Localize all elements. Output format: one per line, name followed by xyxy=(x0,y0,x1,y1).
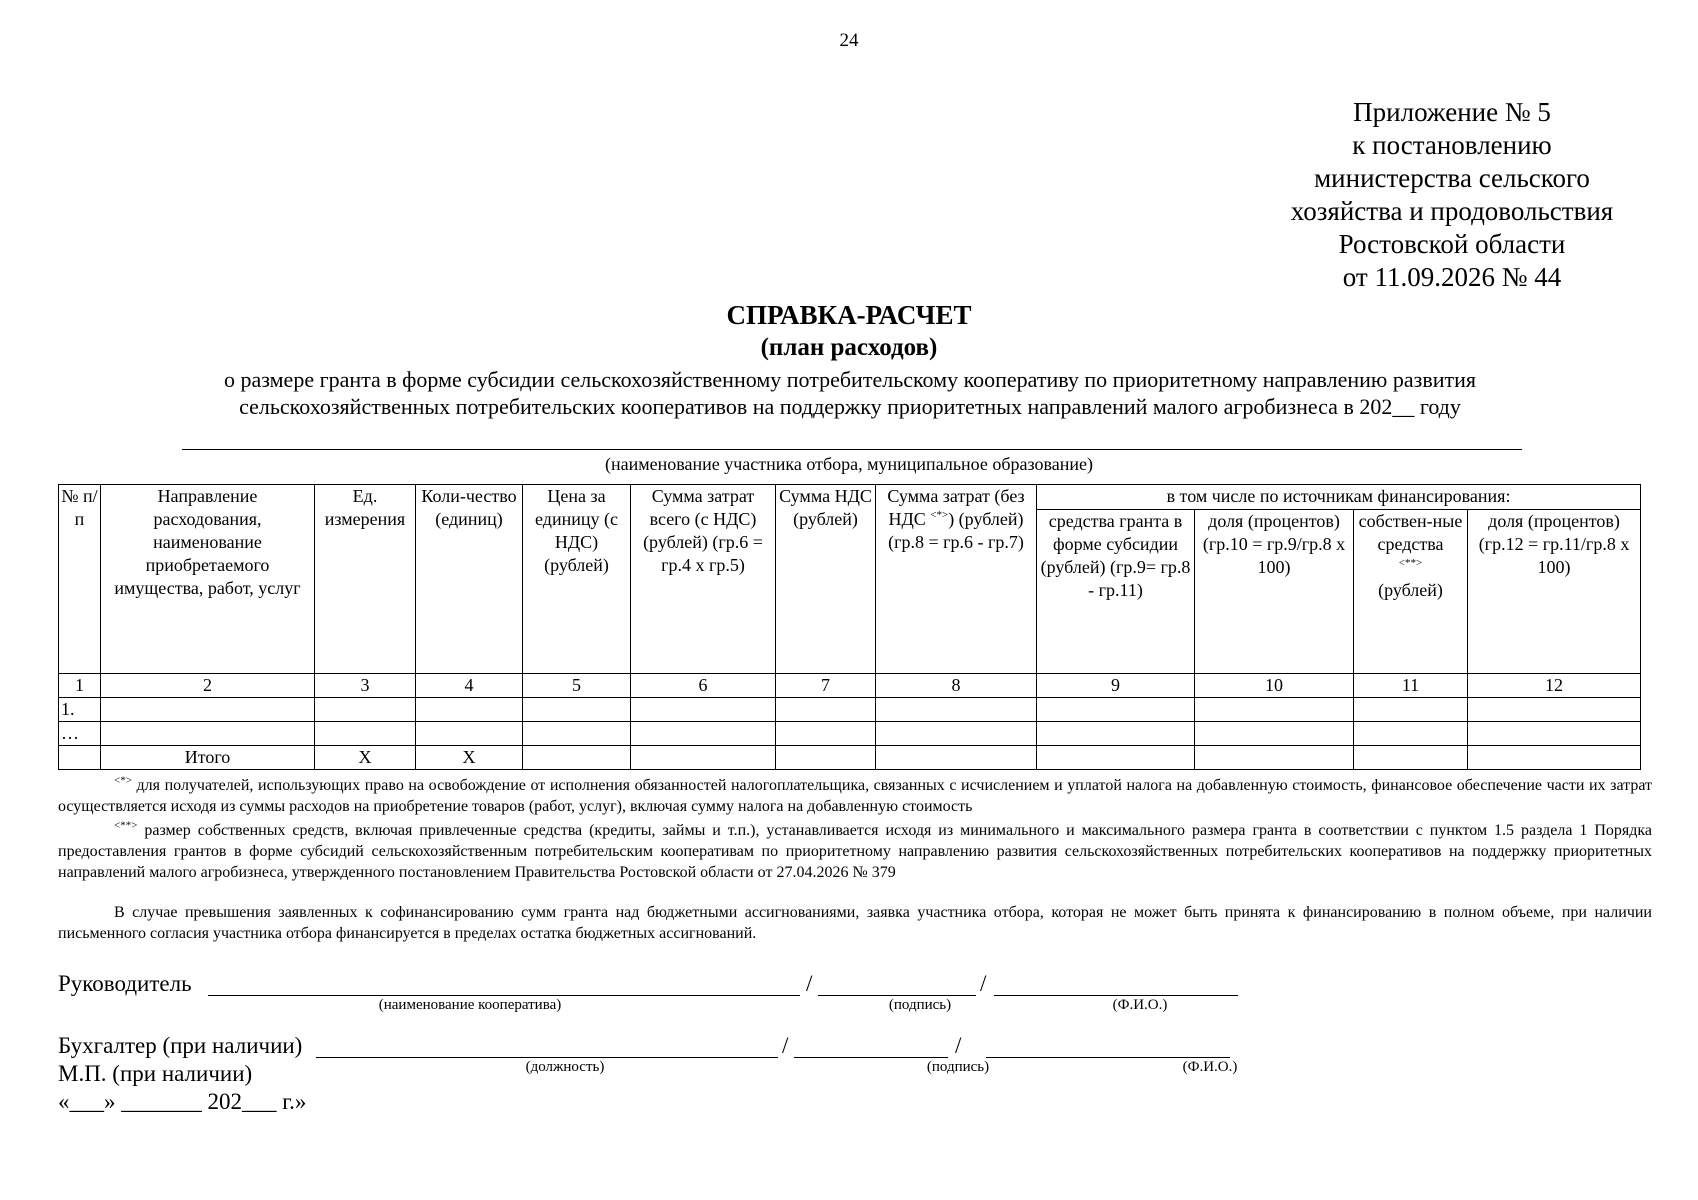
row-index: … xyxy=(59,722,101,746)
appendix-line-1: Приложение № 5 xyxy=(1353,97,1551,127)
header-col-8-footnote-mark: <*> xyxy=(930,509,949,521)
col-number: 12 xyxy=(1468,674,1641,698)
table-cell[interactable] xyxy=(1195,722,1354,746)
table-cell[interactable] xyxy=(523,746,631,770)
header-col-12: доля (процентов) (гр.12 = гр.11/гр.8 x 100) xyxy=(1468,510,1641,674)
separator-slash: / xyxy=(782,1033,789,1058)
caption-position: (должность) xyxy=(525,1059,605,1075)
col-number: 2 xyxy=(101,674,315,698)
footnote-2-text: размер собственных средств, включая привлеченные средства (кредиты, займы и т.п.), устанавливается исходя из минимального и максимального размера гранта в соответствии с пунктом 1.5 раздела 1 Порядка предоставления грантов в форме субсидий сельскохозяйственным потребительским кооперативам по приоритетному направлению развития сельскохозяйственных потребительских кооперативов на поддержку приоритетных направлений малого агробизнеса, утвержденного постановлением Правительства Ростовской области от 27.04.2026 № 379 xyxy=(58,822,1652,881)
document-subtitle: (план расходов) xyxy=(760,334,938,361)
caption-signature: (подпись) xyxy=(888,997,952,1013)
header-col-8-text-b: ) (рублей) (гр.8 = гр.6 - гр.7) xyxy=(888,509,1024,552)
caption-fio: (Ф.И.О.) xyxy=(1112,997,1168,1013)
header-funding-sources: в том числе по источникам финансирования: xyxy=(1037,485,1641,510)
head-label: Руководитель xyxy=(58,971,192,996)
appendix-line-5: Ростовской области xyxy=(1338,229,1566,259)
stamp-label: М.П. (при наличии) xyxy=(58,1061,253,1086)
table-cell[interactable] xyxy=(416,722,523,746)
col-number: 3 xyxy=(315,674,416,698)
table-cell[interactable] xyxy=(1037,698,1195,722)
table-cell[interactable] xyxy=(101,722,315,746)
table-cell[interactable] xyxy=(776,698,876,722)
table-cell[interactable] xyxy=(1468,746,1641,770)
col-number: 6 xyxy=(631,674,776,698)
table-cell[interactable] xyxy=(876,746,1037,770)
header-col-11-text-a: собствен-ные средства xyxy=(1358,511,1463,554)
table-cell[interactable] xyxy=(1468,722,1641,746)
table-cell[interactable] xyxy=(523,722,631,746)
table-cell[interactable] xyxy=(101,698,315,722)
header-col-8 xyxy=(876,485,1037,674)
col-number: 4 xyxy=(416,674,523,698)
table-row xyxy=(59,722,1641,746)
table-cell[interactable] xyxy=(315,698,416,722)
footnote-1-mark: <*> xyxy=(114,774,132,787)
expense-plan-table xyxy=(58,484,1641,770)
table-cell[interactable] xyxy=(1468,698,1641,722)
appendix-line-3: министерства сельского xyxy=(1314,163,1590,193)
header-col-1: № п/п xyxy=(59,485,101,674)
header-col-8-text-a: Сумма затрат (без НДС xyxy=(887,486,1025,529)
appendix-line-6: от 11.09.2026 № 44 xyxy=(1342,262,1562,292)
footnote-2 xyxy=(58,820,1652,883)
col-number: 10 xyxy=(1195,674,1354,698)
table-cell[interactable] xyxy=(1354,698,1468,722)
appendix-line-2: к постановлению xyxy=(1352,130,1552,160)
table-cell[interactable] xyxy=(776,746,876,770)
table-cell[interactable] xyxy=(1195,746,1354,770)
date-line[interactable]: «___» _______ 202___ г.» xyxy=(58,1089,307,1114)
header-col-11-text-b: (рублей) xyxy=(1378,580,1443,600)
footnote-2-mark: <**> xyxy=(114,819,138,832)
page-number: 24 xyxy=(839,30,859,51)
header-col-11-footnote-mark: <**> xyxy=(1398,557,1423,569)
document-title: СПРАВКА-РАСЧЕТ xyxy=(726,300,972,330)
separator-slash: / xyxy=(955,1033,962,1058)
header-col-5: Цена за единицу (с НДС) (рублей) xyxy=(523,485,631,674)
x-mark: Х xyxy=(416,746,523,770)
table-cell[interactable] xyxy=(631,722,776,746)
col-number: 5 xyxy=(523,674,631,698)
header-col-6: Сумма затрат всего (с НДС) (рублей) (гр.6 = гр.4 x гр.5) xyxy=(631,485,776,674)
table-cell[interactable] xyxy=(315,722,416,746)
header-col-4: Коли-чество (единиц) xyxy=(416,485,523,674)
col-number: 1 xyxy=(59,674,101,698)
table-cell[interactable] xyxy=(1354,746,1468,770)
footnote-1 xyxy=(58,775,1652,817)
row-index: 1. xyxy=(59,698,101,722)
table-cell[interactable] xyxy=(631,746,776,770)
note-budget xyxy=(58,902,1652,944)
caption-fio: (Ф.И.О.) xyxy=(1182,1059,1238,1075)
table-cell[interactable] xyxy=(1037,746,1195,770)
participant-caption: (наименование участника отбора, муниципальное образование) xyxy=(604,454,1094,474)
header-col-9: средства гранта в форме субсидии (рублей) (гр.9= гр.8 - гр.11) xyxy=(1037,510,1195,674)
table-cell[interactable] xyxy=(776,722,876,746)
col-number: 8 xyxy=(876,674,1037,698)
table-cell[interactable] xyxy=(1037,722,1195,746)
header-col-2: Направление расходования, наименование приобретаемого имущества, работ, услуг xyxy=(101,485,315,674)
description-line-1: о размере гранта в форме субсидии сельскохозяйственному потребительскому кооперативу по приоритетному направлению развития xyxy=(223,367,1476,392)
appendix-line-4: хозяйства и продовольствия xyxy=(1290,196,1614,226)
document-description xyxy=(100,366,1600,420)
table-cell xyxy=(59,746,101,770)
caption-cooperative-name: (наименование кооператива) xyxy=(378,997,562,1013)
participant-name-line[interactable] xyxy=(182,449,1522,450)
table-cell[interactable] xyxy=(1354,722,1468,746)
header-col-10: доля (процентов) (гр.10 = гр.9/гр.8 x 100) xyxy=(1195,510,1354,674)
table-cell[interactable] xyxy=(631,698,776,722)
accountant-label: Бухгалтер (при наличии) xyxy=(58,1033,303,1058)
caption-signature: (подпись) xyxy=(926,1059,990,1075)
table-row xyxy=(59,698,1641,722)
table-cell[interactable] xyxy=(416,698,523,722)
appendix-block xyxy=(1242,96,1662,294)
total-label: Итого xyxy=(101,746,315,770)
table-cell[interactable] xyxy=(876,722,1037,746)
header-col-3: Ед. измерения xyxy=(315,485,416,674)
col-number: 9 xyxy=(1037,674,1195,698)
footnote-1-text: для получателей, использующих право на освобождение от исполнения обязанностей налогоплательщика, связанных с исчислением и уплатой налога на добавленную стоимость, финансовое обеспечение части их затрат осуществляется исходя из суммы расходов на приобретение товаров (работ, услуг), включая сумму налога на добавленную стоимость xyxy=(58,777,1652,815)
table-cell[interactable] xyxy=(523,698,631,722)
header-col-7: Сумма НДС (рублей) xyxy=(776,485,876,674)
table-cell[interactable] xyxy=(1195,698,1354,722)
col-number: 7 xyxy=(776,674,876,698)
header-col-11 xyxy=(1354,510,1468,674)
col-number: 11 xyxy=(1354,674,1468,698)
table-cell[interactable] xyxy=(876,698,1037,722)
x-mark: Х xyxy=(315,746,416,770)
note-budget-text: В случае превышения заявленных к софинансированию сумм гранта над бюджетными ассигнованиями, заявка участника отбора, которая не может быть принята к финансированию в полном объеме, при наличии письменного согласия участника отбора финансируется в пределах остатка бюджетных ассигнований. xyxy=(58,904,1652,942)
separator-slash: / xyxy=(980,971,987,996)
separator-slash: / xyxy=(806,971,813,996)
table-row-total xyxy=(59,746,1641,770)
description-line-2: сельскохозяйственных потребительских кооперативов на поддержку приоритетных направлений малого агробизнеса в 202__ году xyxy=(239,394,1461,419)
